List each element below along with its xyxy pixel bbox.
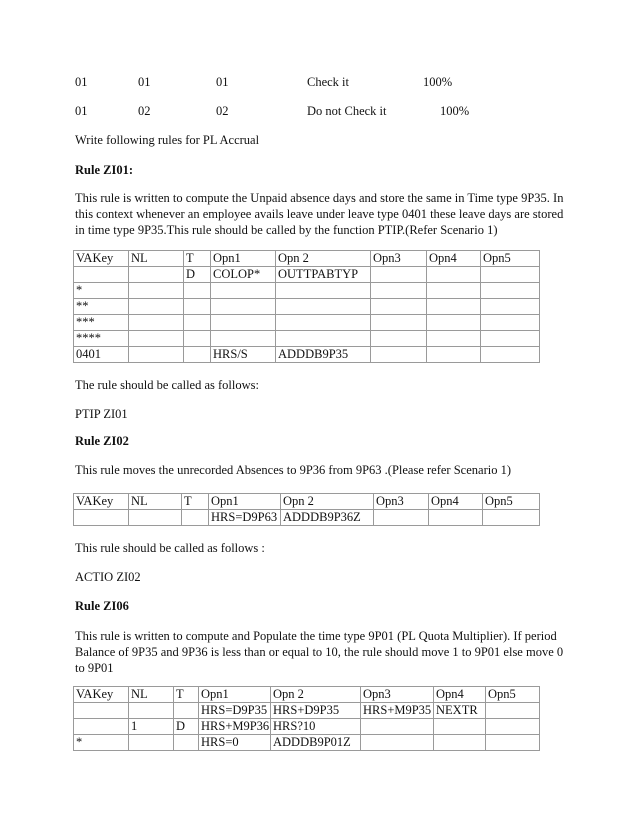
rule-zi01-call: PTIP ZI01 xyxy=(75,407,128,421)
table-header-cell: Opn5 xyxy=(486,687,540,703)
top-row-1-col-2: 01 xyxy=(138,75,151,89)
table-cell: D xyxy=(184,267,211,283)
table-cell xyxy=(481,315,540,331)
table-header-cell: NL xyxy=(129,687,174,703)
rule-zi02-heading: Rule ZI02 xyxy=(75,434,129,448)
table-header-cell: NL xyxy=(129,251,184,267)
top-row-2-col-2: 02 xyxy=(138,104,151,118)
table-header-cell: Opn 2 xyxy=(271,687,361,703)
table-cell: NEXTR xyxy=(434,703,486,719)
top-row-1-col-3: 01 xyxy=(216,75,229,89)
table-header-cell: VAKey xyxy=(74,251,129,267)
rule-zi02-table-body xyxy=(74,494,540,526)
table-header-cell: T xyxy=(182,494,209,510)
table-cell xyxy=(174,735,199,751)
table-cell: COLOP* xyxy=(211,267,276,283)
table-cell: ** xyxy=(74,299,129,315)
table-cell xyxy=(434,735,486,751)
table-cell: HRS=D9P35 xyxy=(199,703,271,719)
table-cell xyxy=(174,703,199,719)
table-cell xyxy=(427,347,481,363)
table-cell xyxy=(184,299,211,315)
table-header-cell: Opn3 xyxy=(371,251,427,267)
table-cell xyxy=(371,299,427,315)
table-row xyxy=(74,299,540,315)
rule-zi06-table-body xyxy=(74,687,540,751)
table-cell xyxy=(211,315,276,331)
table-row xyxy=(74,703,540,719)
table-header-row xyxy=(74,494,540,510)
table-cell xyxy=(184,331,211,347)
table-cell xyxy=(211,299,276,315)
table-cell xyxy=(184,283,211,299)
table-cell xyxy=(182,510,209,526)
table-cell: ADDDB9P36Z xyxy=(281,510,374,526)
rule-zi01-heading: Rule ZI01: xyxy=(75,163,133,177)
table-header-cell: Opn1 xyxy=(199,687,271,703)
table-cell xyxy=(427,267,481,283)
rule-zi06-table xyxy=(73,686,540,751)
table-cell xyxy=(481,283,540,299)
top-row-2-col-4: Do not Check it xyxy=(307,104,387,118)
table-header-cell: Opn1 xyxy=(211,251,276,267)
table-cell xyxy=(129,299,184,315)
table-header-cell: Opn1 xyxy=(209,494,281,510)
table-header-cell: Opn4 xyxy=(427,251,481,267)
table-cell xyxy=(427,315,481,331)
table-cell xyxy=(486,703,540,719)
table-cell xyxy=(211,331,276,347)
table-header-cell: Opn3 xyxy=(361,687,434,703)
table-cell xyxy=(129,315,184,331)
table-cell xyxy=(427,331,481,347)
top-row-2-col-3: 02 xyxy=(216,104,229,118)
table-cell: HRS=D9P63 xyxy=(209,510,281,526)
table-row xyxy=(74,719,540,735)
table-cell xyxy=(74,703,129,719)
table-row xyxy=(74,735,540,751)
rule-zi02-call: ACTIO ZI02 xyxy=(75,570,141,584)
rule-zi06-description: This rule is written to compute and Populate the time type 9P01 (PL Quota Multiplier). If period Balance of 9P35 and 9P36 is less than or equal to 10, the rule should move 1 to 9P01 else move 0 to 9P01 xyxy=(75,629,564,675)
table-cell xyxy=(276,299,371,315)
table-cell xyxy=(74,719,129,735)
table-cell xyxy=(427,299,481,315)
table-cell xyxy=(361,735,434,751)
table-cell xyxy=(481,267,540,283)
rule-zi01-call-intro: The rule should be called as follows: xyxy=(75,378,259,392)
rule-zi02-description: This rule moves the unrecorded Absences to 9P36 from 9P63 .(Please refer Scenario 1) xyxy=(75,463,511,477)
table-cell xyxy=(486,719,540,735)
table-cell: ADDDB9P01Z xyxy=(271,735,361,751)
table-cell: D xyxy=(174,719,199,735)
table-cell xyxy=(434,719,486,735)
table-cell: 0401 xyxy=(74,347,129,363)
table-cell xyxy=(129,267,184,283)
top-row-1-col-4: Check it xyxy=(307,75,350,89)
table-cell: HRS+D9P35 xyxy=(271,703,361,719)
table-cell xyxy=(371,315,427,331)
table-cell xyxy=(129,510,182,526)
table-cell xyxy=(371,347,427,363)
table-cell: HRS+M9P35 xyxy=(361,703,434,719)
top-row-2-col-1: 01 xyxy=(75,104,88,118)
table-cell xyxy=(129,735,174,751)
rule-zi02-call-intro: This rule should be called as follows : xyxy=(75,541,265,555)
table-row xyxy=(74,510,540,526)
intro-text: Write following rules for PL Accrual xyxy=(75,133,260,147)
table-cell: HRS?10 xyxy=(271,719,361,735)
table-header-cell: NL xyxy=(129,494,182,510)
table-header-cell: T xyxy=(174,687,199,703)
table-cell xyxy=(429,510,483,526)
table-cell xyxy=(74,267,129,283)
table-cell xyxy=(211,283,276,299)
table-cell xyxy=(129,347,184,363)
table-cell xyxy=(74,510,129,526)
table-cell: HRS+M9P36 xyxy=(199,719,271,735)
rule-zi01-table-body xyxy=(74,251,540,363)
table-cell: * xyxy=(74,735,129,751)
table-cell xyxy=(276,331,371,347)
top-row-2-col-5: 100% xyxy=(440,104,470,118)
table-cell xyxy=(276,283,371,299)
table-cell: **** xyxy=(74,331,129,347)
table-cell xyxy=(361,719,434,735)
table-cell xyxy=(129,703,174,719)
table-cell xyxy=(184,315,211,331)
table-header-cell: VAKey xyxy=(74,687,129,703)
table-header-cell: Opn 2 xyxy=(281,494,374,510)
table-cell xyxy=(276,315,371,331)
table-cell xyxy=(371,267,427,283)
table-header-cell: T xyxy=(184,251,211,267)
table-header-cell: Opn5 xyxy=(481,251,540,267)
table-row xyxy=(74,331,540,347)
table-row xyxy=(74,283,540,299)
table-row xyxy=(74,347,540,363)
rule-zi06-heading: Rule ZI06 xyxy=(75,599,129,613)
rule-zi01-description: This rule is written to compute the Unpaid absence days and store the same in Time type 9P35. In this context whenever an employee avails leave under leave type 0401 these leave days are stored in time type 9P35.This rule should be called by the function PTIP.(Refer Scenario 1) xyxy=(75,191,564,237)
top-row-1-col-1: 01 xyxy=(75,75,88,89)
table-cell xyxy=(481,347,540,363)
table-cell: HRS=0 xyxy=(199,735,271,751)
rule-zi02-table xyxy=(73,493,540,526)
table-header-row xyxy=(74,687,540,703)
table-cell xyxy=(483,510,540,526)
table-cell xyxy=(371,283,427,299)
table-cell: HRS/S xyxy=(211,347,276,363)
table-row xyxy=(74,315,540,331)
table-cell xyxy=(371,331,427,347)
table-cell xyxy=(374,510,429,526)
table-cell xyxy=(129,331,184,347)
table-row xyxy=(74,267,540,283)
table-header-cell: VAKey xyxy=(74,494,129,510)
table-cell xyxy=(184,347,211,363)
table-cell: ADDDB9P35 xyxy=(276,347,371,363)
table-cell: OUTTPABTYP xyxy=(276,267,371,283)
table-cell xyxy=(481,331,540,347)
table-cell xyxy=(486,735,540,751)
table-cell: * xyxy=(74,283,129,299)
table-cell: *** xyxy=(74,315,129,331)
table-header-cell: Opn3 xyxy=(374,494,429,510)
table-header-cell: Opn5 xyxy=(483,494,540,510)
top-row-1-col-5: 100% xyxy=(423,75,453,89)
rule-zi01-table xyxy=(73,250,540,363)
table-cell xyxy=(427,283,481,299)
table-header-cell: Opn4 xyxy=(429,494,483,510)
table-cell: 1 xyxy=(129,719,174,735)
table-header-row xyxy=(74,251,540,267)
table-cell xyxy=(129,283,184,299)
table-header-cell: Opn4 xyxy=(434,687,486,703)
table-header-cell: Opn 2 xyxy=(276,251,371,267)
table-cell xyxy=(481,299,540,315)
